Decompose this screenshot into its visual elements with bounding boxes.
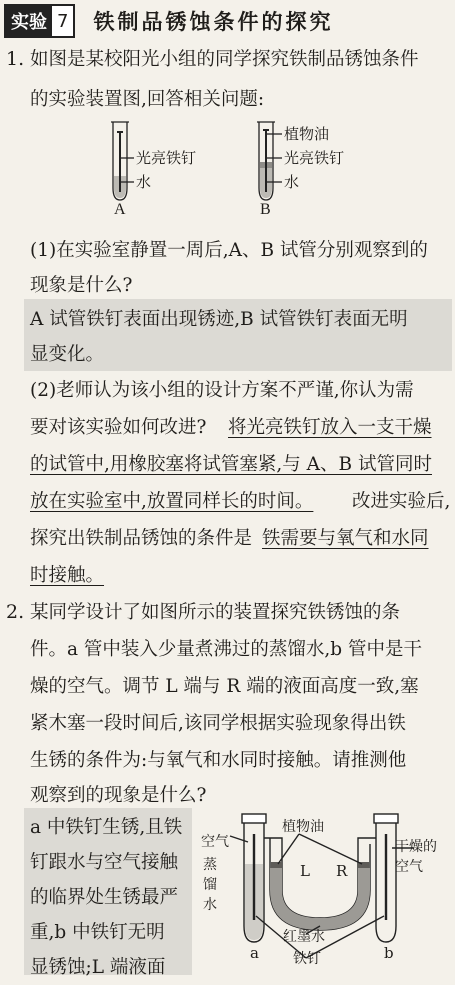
- q1-sub1-line1: (1)在实验室静置一周后,A、B 试管分别观察到的: [30, 240, 428, 261]
- q2-u-tube-figure: [196, 808, 455, 975]
- experiment-tag: [4, 4, 75, 38]
- q1-sub2-answer-part5: 时接触。: [30, 565, 105, 586]
- q1-sub2-line5-question: 探究出铁制品锈蚀的条件是: [30, 528, 253, 549]
- q2-answer-line5: 显锈蚀;L 端液面: [30, 957, 166, 978]
- tube-a-label-water: 水: [136, 173, 152, 191]
- test-tube-b: [257, 122, 282, 200]
- label-red-ink: 红墨水: [283, 929, 325, 945]
- label-tube-a: a: [250, 944, 259, 962]
- tube-b-label-water: 水: [284, 173, 300, 191]
- q1-answer1-line1: A 试管铁钉表面出现锈迹,B 试管铁钉表面无明: [30, 309, 408, 330]
- q2-answer-line4: 重,b 中铁钉无明: [30, 922, 165, 943]
- q1-sub1-line2: 现象是什么?: [30, 275, 133, 296]
- q1-sub2-line4-question: 改进实验后,: [352, 491, 451, 512]
- q1-number: 1.: [6, 48, 25, 70]
- label-vegetable-oil: 植物油: [282, 819, 324, 835]
- q2-stem-line6: 观察到的现象是什么?: [30, 785, 207, 806]
- q1-sub2-line1: (2)老师认为该小组的设计方案不严谨,你认为需: [30, 380, 414, 401]
- q1-sub2-line2-question: 要对该实验如何改进?: [30, 417, 207, 438]
- tube-b-label-oil: 植物油: [284, 125, 330, 143]
- q2-stem-line3: 燥的空气。调节 L 端与 R 端的液面高度一致,塞: [30, 676, 419, 697]
- experiment-header: [4, 4, 333, 38]
- q1-stem-line2: 的实验装置图,回答相关问题:: [30, 89, 265, 110]
- experiment-title: 铁制品锈蚀条件的探究: [93, 9, 334, 34]
- label-air: 空气: [201, 834, 229, 850]
- q2-number: 2.: [6, 601, 25, 623]
- q2-stem-line2: 件。a 管中装入少量煮沸过的蒸馏水,b 管中是干: [30, 639, 423, 660]
- tube-b-caption: B: [260, 201, 271, 218]
- experiment-tag-label: 实验: [6, 6, 52, 36]
- q1-sub2-answer-part2: 的试管中,用橡胶塞将试管塞紧,与 A、B 试管同时: [30, 454, 432, 475]
- q2-answer-line1: a 中铁钉生锈,且铁: [30, 817, 183, 838]
- q1-stem-line1: 如图是某校阳光小组的同学探究铁制品锈蚀条件: [30, 49, 419, 70]
- q1-sub2-answer-part1: 将光亮铁钉放入一支干燥: [228, 417, 432, 438]
- tube-b-label-iron-nail: 光亮铁钉: [284, 149, 345, 167]
- label-distilled-water-2: 馏: [203, 877, 217, 893]
- label-R-end: R: [336, 862, 348, 880]
- q1-answer1-line2: 显变化。: [30, 344, 105, 365]
- label-tube-b: b: [384, 944, 394, 962]
- q2-stem-line5: 生锈的条件为:与氧气和水同时接触。请推测他: [30, 750, 407, 771]
- q2-stem-line1: 某同学设计了如图所示的装置探究铁锈蚀的条: [30, 602, 401, 623]
- q1-test-tube-figure: [0, 118, 455, 228]
- label-dry-air-1: 干燥的: [395, 839, 437, 855]
- test-tube-a: [111, 122, 134, 200]
- experiment-tag-number: 7: [57, 10, 69, 32]
- tube-a-label-iron-nail: 光亮铁钉: [136, 149, 197, 167]
- q1-sub2-answer-part4: 铁需要与氧气和水同: [262, 528, 429, 549]
- q2-stem-line4: 紧木塞一段时间后,该同学根据实验现象得出铁: [30, 713, 406, 734]
- label-iron-nail: 铁钉: [293, 951, 321, 967]
- label-L-end: L: [300, 862, 310, 880]
- q1-sub2-answer-part3: 放在实验室中,放置同样长的时间。: [30, 491, 314, 512]
- label-dry-air-2: 空气: [395, 859, 423, 875]
- q2-answer-line2: 钉跟水与空气接触: [30, 852, 179, 873]
- tube-a-caption: A: [114, 201, 126, 218]
- q2-answer-line3: 的临界处生锈最严: [30, 887, 179, 908]
- label-distilled-water-1: 蒸: [203, 857, 217, 873]
- label-distilled-water-3: 水: [203, 897, 217, 913]
